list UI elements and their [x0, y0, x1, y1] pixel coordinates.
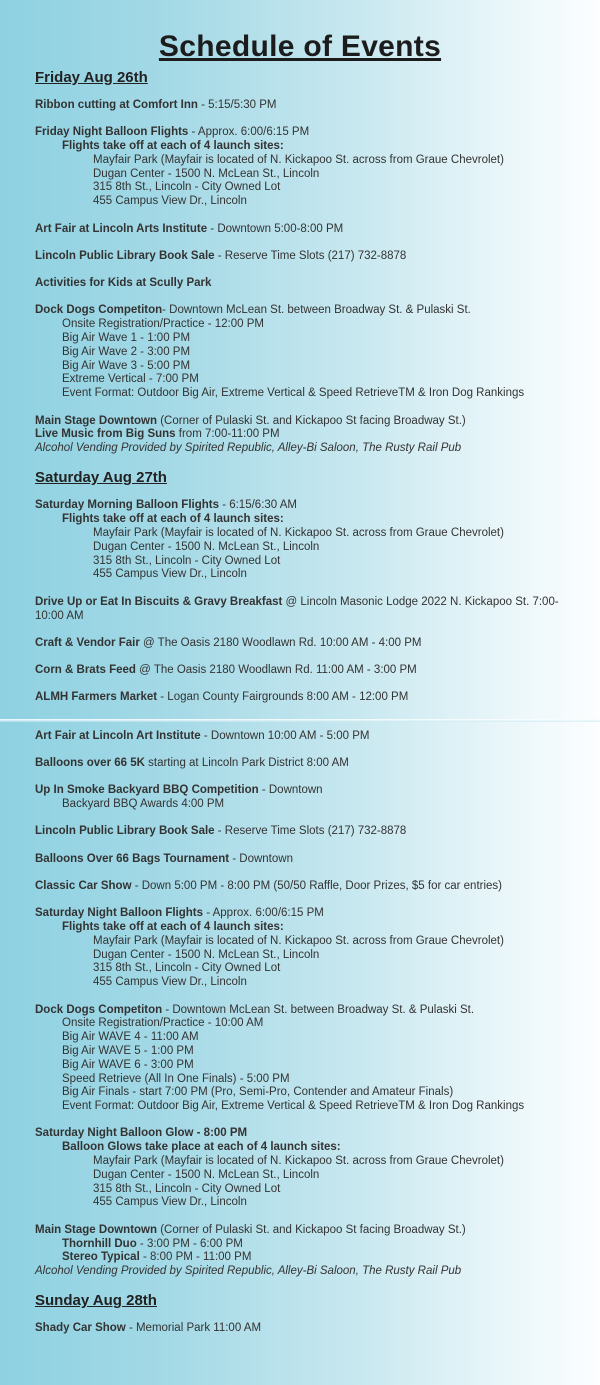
text-segment: Flights take off at each of 4 launch sites: [62, 140, 284, 153]
text-segment: Ribbon cutting at Comfort Inn [35, 99, 198, 111]
text-segment: Dugan Center - 1500 N. McLean St., Lincoln [93, 1168, 320, 1181]
event-line [35, 1224, 582, 1238]
text-segment: 455 Campus View Dr., Lincoln [93, 1196, 247, 1209]
text-segment: - Approx. 6:00/6:15 PM [203, 907, 324, 920]
schedule-body [0, 64, 600, 1336]
event-line [35, 1141, 582, 1155]
text-segment: Craft & Vendor Fair [35, 636, 140, 649]
event-line [35, 976, 582, 990]
event-block [35, 277, 582, 291]
text-segment: Big Air Wave 1 - 1:00 PM [62, 332, 191, 345]
text-segment: Dock Dogs Competiton [35, 1003, 163, 1016]
event-block [35, 1322, 582, 1336]
event-line [35, 1251, 582, 1265]
text-segment: - 8:00 PM - 11:00 PM [139, 1251, 252, 1264]
event-block [35, 853, 582, 867]
event-line [35, 1100, 582, 1114]
event-line [35, 757, 582, 771]
text-segment: - Downtown [229, 852, 293, 865]
event-block [35, 825, 582, 839]
text-segment: Big Air WAVE 6 - 3:00 PM [62, 1058, 194, 1071]
event-block [35, 596, 582, 624]
event-line [35, 1073, 582, 1087]
event-block [35, 223, 582, 237]
page-divider [0, 719, 600, 722]
text-segment: Flights take off at each of 4 launch sites: [62, 921, 284, 934]
text-segment: Alcohol Vending Provided by Spirited Republic, Alley-Bi Saloon, The Rusty Rail Pub [35, 1265, 462, 1278]
text-segment: Backyard BBQ Awards 4:00 PM [62, 798, 225, 811]
text-segment: Event Format: Outdoor Big Air, Extreme Vertical & Speed RetrieveTM & Iron Dog Rankings [62, 387, 525, 400]
text-segment: Activities for Kids at Scully Park [35, 277, 212, 290]
text-segment: - Memorial Park 11:00 AM [125, 1322, 262, 1335]
event-line [35, 513, 582, 527]
schedule-section [35, 1292, 582, 1336]
event-block [35, 415, 582, 456]
event-line [35, 195, 582, 209]
event-line [35, 277, 582, 291]
event-line [35, 223, 582, 237]
text-segment: Dugan Center - 1500 N. McLean St., Lincoln [93, 948, 320, 961]
event-line [35, 1059, 582, 1073]
event-line [35, 664, 582, 678]
text-segment: - Approx. 6:00/6:15 PM [188, 126, 310, 139]
event-line [35, 880, 582, 894]
text-segment: ALMH Farmers Market [35, 691, 158, 704]
text-segment: Mayfair Park (Mayfair is located of N. Kickapoo St. across from Graue Chevrolet) [93, 1155, 504, 1168]
text-segment: (Corner of Pulaski St. and Kickapoo St facing Broadway St.) [157, 414, 466, 427]
event-block [35, 880, 582, 894]
text-segment: Extreme Vertical - 7:00 PM [62, 373, 199, 386]
event-line [35, 853, 582, 867]
text-segment: - Logan County Fairgrounds 8:00 AM - 12:00 PM [157, 691, 409, 704]
event-block [35, 1004, 582, 1114]
event-block [35, 664, 582, 678]
text-segment: Friday Night Balloon Flights [35, 126, 189, 139]
text-segment: Stereo Typical [62, 1251, 140, 1264]
text-segment: Onsite Registration/Practice - 10:00 AM [62, 1017, 264, 1030]
text-segment: Lincoln Public Library Book Sale [35, 825, 215, 838]
text-segment: 315 8th St., Lincoln - City Owned Lot [93, 181, 281, 194]
text-segment: 315 8th St., Lincoln - City Owned Lot [93, 1182, 281, 1195]
text-segment: Balloon Glows take place at each of 4 launch sites: [62, 1141, 341, 1154]
text-segment: Mayfair Park (Mayfair is located of N. Kickapoo St. across from Graue Chevrolet) [93, 934, 504, 947]
text-segment: Saturday Night Balloon Flights [35, 907, 204, 920]
event-line [35, 154, 582, 168]
text-segment: Big Air Wave 3 - 5:00 PM [62, 359, 191, 372]
event-line [35, 962, 582, 976]
event-line [35, 1004, 582, 1018]
event-line [35, 499, 582, 513]
text-segment: - Downtown 5:00-8:00 PM [207, 222, 344, 235]
text-segment: Shady Car Show [35, 1322, 126, 1335]
text-segment: - Downtown McLean St. between Broadway St. & Pulaski St. [162, 304, 471, 317]
text-segment: Live Music from Big Suns [35, 428, 176, 441]
text-segment: - Downtown [258, 784, 323, 797]
event-line [35, 140, 582, 154]
event-line [35, 318, 582, 332]
text-segment: Speed Retrieve (All In One Finals) - 5:00 PM [62, 1072, 290, 1085]
text-segment: Art Fair at Lincoln Art Institute [35, 729, 201, 742]
event-line [35, 1183, 582, 1197]
text-segment: - Downtown McLean St. between Broadway St. & Pulaski St. [162, 1003, 475, 1016]
text-segment: Mayfair Park (Mayfair is located of N. Kickapoo St. across from Graue Chevrolet) [93, 527, 504, 540]
text-segment: - 3:00 PM - 6:00 PM [136, 1237, 243, 1250]
text-segment: @ Lincoln Masonic Lodge 2022 N. Kickapoo St. 7:00-10:00 AM [35, 595, 559, 622]
event-line [35, 415, 582, 429]
text-segment: Big Air WAVE 4 - 11:00 AM [62, 1031, 199, 1044]
text-segment: Drive Up or Eat In Biscuits & Gravy Breakfast [35, 595, 283, 608]
event-line [35, 168, 582, 182]
event-block [35, 499, 582, 582]
text-segment: 455 Campus View Dr., Lincoln [93, 195, 247, 208]
text-segment: Big Air Finals - start 7:00 PM (Pro, Semi-Pro, Contender and Amateur Finals) [62, 1086, 454, 1099]
event-block [35, 1127, 582, 1210]
event-line [35, 428, 582, 442]
text-segment: from 7:00-11:00 PM [175, 428, 280, 441]
event-line [35, 181, 582, 195]
event-block [35, 730, 582, 744]
event-line [35, 691, 582, 705]
event-line [35, 1086, 582, 1100]
text-segment: Main Stage Downtown [35, 1223, 158, 1236]
event-line [35, 1045, 582, 1059]
event-block [35, 99, 582, 113]
text-segment: Onsite Registration/Practice - 12:00 PM [62, 318, 264, 331]
text-segment: Mayfair Park (Mayfair is located of N. Kickapoo St. across from Graue Chevrolet) [93, 153, 504, 166]
event-line [35, 1322, 582, 1336]
event-line [35, 825, 582, 839]
event-line [35, 555, 582, 569]
event-line [35, 637, 582, 651]
event-line [35, 442, 582, 456]
text-segment: - 6:15/6:30 AM [219, 499, 297, 512]
schedule-section [35, 469, 582, 1278]
event-line [35, 332, 582, 346]
text-segment: Big Air WAVE 5 - 1:00 PM [62, 1044, 194, 1057]
event-line [35, 596, 582, 624]
event-line [35, 346, 582, 360]
event-line [35, 921, 582, 935]
day-heading: Sunday Aug 28th [35, 1292, 157, 1310]
event-line [35, 360, 582, 374]
event-line [35, 949, 582, 963]
event-line [35, 784, 582, 798]
text-segment: Thornhill Duo [62, 1237, 137, 1250]
text-segment: Flights take off at each of 4 launch sites: [62, 513, 284, 526]
event-line [35, 527, 582, 541]
page-title: Schedule of Events [158, 30, 442, 63]
event-line [35, 1155, 582, 1169]
text-segment: Dugan Center - 1500 N. McLean St., Lincoln [93, 540, 320, 553]
event-block [35, 907, 582, 990]
text-segment: Big Air Wave 2 - 3:00 PM [62, 345, 191, 358]
event-block [35, 757, 582, 771]
text-segment: Balloons Over 66 Bags Tournament [35, 852, 230, 865]
text-segment: Up In Smoke Backyard BBQ Competition [35, 784, 259, 797]
event-block [35, 637, 582, 651]
event-line [35, 1031, 582, 1045]
day-heading: Friday Aug 26th [35, 69, 148, 86]
text-segment: Dock Dogs Competiton [35, 304, 163, 317]
text-segment: - Reserve Time Slots (217) 732-8878 [214, 249, 407, 262]
event-block [35, 691, 582, 705]
event-line [35, 907, 582, 921]
event-line [35, 568, 582, 582]
event-line [35, 1169, 582, 1183]
text-segment: 455 Campus View Dr., Lincoln [93, 568, 247, 581]
event-line [35, 1017, 582, 1031]
event-line [35, 798, 582, 812]
text-segment: Corn & Brats Feed [35, 664, 136, 677]
event-line [35, 99, 582, 113]
text-segment: Balloons over 66 5K [35, 757, 145, 769]
text-segment: Classic Car Show [35, 879, 132, 892]
title-container [0, 0, 600, 64]
text-segment: Dugan Center - 1500 N. McLean St., Lincoln [93, 167, 320, 180]
text-segment: - Reserve Time Slots (217) 732-8878 [214, 825, 407, 838]
event-line [35, 1127, 582, 1141]
event-line [35, 126, 582, 140]
event-line [35, 935, 582, 949]
event-line [35, 541, 582, 555]
text-segment: @ The Oasis 2180 Woodlawn Rd. 11:00 AM - 3:00 PM [135, 664, 417, 677]
text-segment: Alcohol Vending Provided by Spirited Republic, Alley-Bi Saloon, The Rusty Rail Pub [35, 442, 462, 455]
schedule-section [35, 69, 582, 456]
event-block [35, 126, 582, 209]
text-segment: Main Stage Downtown [35, 414, 158, 427]
event-line [35, 1196, 582, 1210]
text-segment: Art Fair at Lincoln Arts Institute [35, 222, 208, 235]
event-block [35, 250, 582, 264]
event-line [35, 373, 582, 387]
day-heading: Saturday Aug 27th [35, 469, 167, 487]
event-line [35, 304, 582, 318]
text-segment: @ The Oasis 2180 Woodlawn Rd. 10:00 AM - 4:00 PM [139, 636, 422, 649]
event-line [35, 1238, 582, 1252]
text-segment: - Downtown 10:00 AM - 5:00 PM [200, 729, 370, 742]
text-segment: - Down 5:00 PM - 8:00 PM (50/50 Raffle, Door Prizes, $5 for car entries) [131, 879, 503, 892]
text-segment: Saturday Morning Balloon Flights [35, 499, 219, 512]
text-segment: Lincoln Public Library Book Sale [35, 249, 215, 262]
event-line [35, 387, 582, 401]
text-segment: Event Format: Outdoor Big Air, Extreme Vertical & Speed RetrieveTM & Iron Dog Rankings [62, 1100, 525, 1113]
text-segment: 455 Campus View Dr., Lincoln [93, 976, 247, 989]
text-segment: (Corner of Pulaski St. and Kickapoo St facing Broadway St.) [157, 1223, 466, 1236]
text-segment: starting at Lincoln Park District 8:00 AM [144, 757, 349, 769]
text-segment: 315 8th St., Lincoln - City Owned Lot [93, 554, 281, 567]
event-block [35, 304, 582, 401]
text-segment: 315 8th St., Lincoln - City Owned Lot [93, 962, 281, 975]
event-block [35, 1224, 582, 1279]
text-segment: - 5:15/5:30 PM [197, 99, 277, 111]
event-line [35, 730, 582, 744]
event-line [35, 1265, 582, 1279]
event-line [35, 250, 582, 264]
event-block [35, 784, 582, 812]
text-segment: Saturday Night Balloon Glow - 8:00 PM [35, 1127, 248, 1140]
